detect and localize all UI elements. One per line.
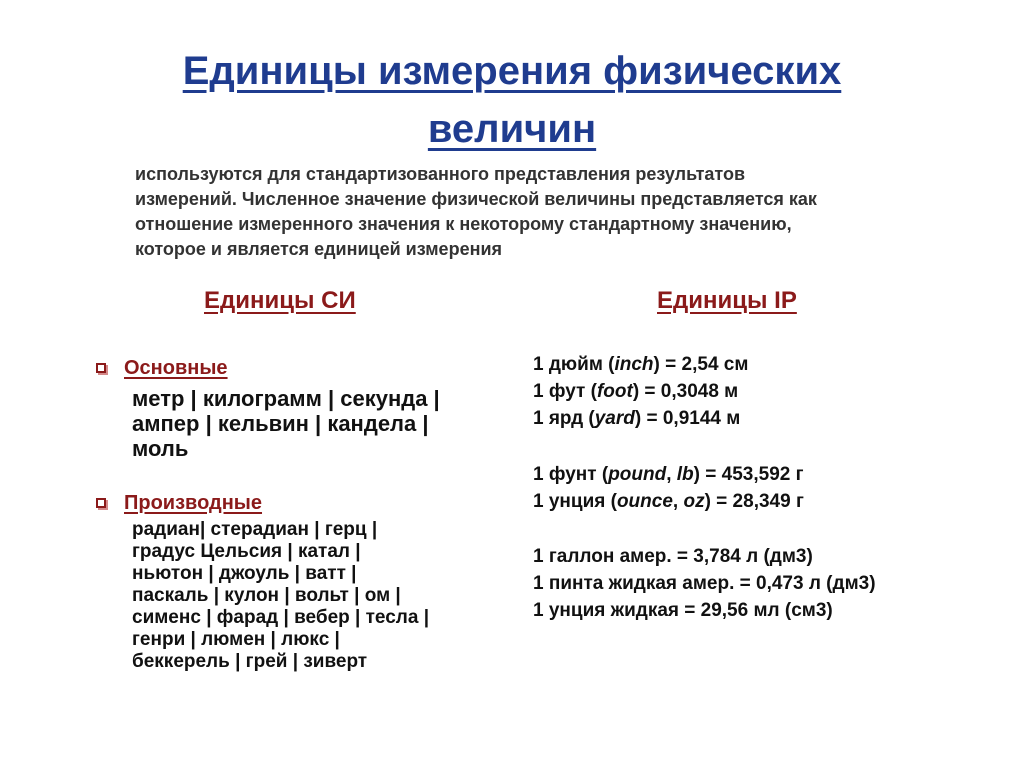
ip-text: 1 фут ( [533,381,597,402]
ip-row [533,378,983,405]
si-derived-line: радиан| стерадиан | герц | [132,519,378,540]
ip-unit: pound [608,464,667,485]
ip-text: 1 ярд ( [533,408,595,429]
si-heading: Единицы СИ [204,287,356,314]
ip-row: 1 унция жидкая = 29,56 мл (см3) [533,600,833,621]
ip-mass-group [533,461,983,515]
si-basic-label: Основные [124,357,228,379]
ip-text: , [666,464,677,485]
ip-heading: Единицы IP [657,287,797,314]
ip-unit: inch [614,354,654,375]
ip-row [533,461,983,488]
si-derived-line: ньютон | джоуль | ватт | [132,563,357,584]
si-derived-line: сименс | фарад | вебер | тесла | [132,607,430,628]
slide-title [80,42,944,158]
si-derived-line: генри | люмен | люкс | [132,629,340,650]
ip-text: ) = 28,349 г [704,491,804,512]
si-derived-units [132,519,516,673]
ip-unit: yard [594,408,635,429]
si-derived-group [96,491,516,673]
si-derived-line: паскаль | кулон | вольт | ом | [132,585,401,606]
si-basic-line: моль [132,436,189,461]
si-basic-group [96,356,516,461]
ip-text: ) = 0,9144 м [634,408,741,429]
si-basic-line: ампер | кельвин | кандела | [132,411,429,436]
ip-unit: foot [596,381,633,402]
ip-row [533,488,983,515]
si-basic-line: метр | килограмм | секунда | [132,386,440,411]
ip-row: 1 галлон амер. = 3,784 л (дм3) [533,546,813,567]
si-derived-line: беккерель | грей | зиверт [132,651,368,672]
ip-text: ) = 0,3048 м [632,381,739,402]
intro-line: измерений. Численное значение физической величины представляется как [135,189,817,209]
intro-paragraph [135,162,905,262]
ip-text: 1 фунт ( [533,464,609,485]
ip-text: 1 унция ( [533,491,617,512]
ip-text: 1 дюйм ( [533,354,615,375]
si-basic-title [96,356,516,380]
ip-unit: lb [676,464,694,485]
ip-row [533,351,983,378]
si-derived-title [96,491,516,515]
si-derived-label: Производные [124,492,263,514]
checkbox-bullet-icon [96,363,106,373]
si-basic-units [132,386,516,461]
intro-line: которое и является единицей измерения [135,239,503,259]
intro-line: используются для стандартизованного представления результатов [135,164,746,184]
ip-unit: ounce [616,491,673,512]
title-line-1: Единицы измерения физических [182,49,842,93]
intro-line: отношение измеренного значения к некоторому стандартному значению, [135,214,792,234]
ip-row [533,405,983,432]
si-derived-line: градус Цельсия | катал | [132,541,361,562]
ip-text: ) = 453,592 г [693,464,804,485]
ip-volume-group [533,543,983,624]
title-line-2: величин [427,107,597,151]
checkbox-bullet-icon [96,498,106,508]
ip-length-group [533,351,983,432]
ip-text: , [672,491,684,512]
ip-text: ) = 2,54 см [653,354,749,375]
ip-row: 1 пинта жидкая амер. = 0,473 л (дм3) [533,573,876,594]
ip-unit: oz [683,491,705,512]
